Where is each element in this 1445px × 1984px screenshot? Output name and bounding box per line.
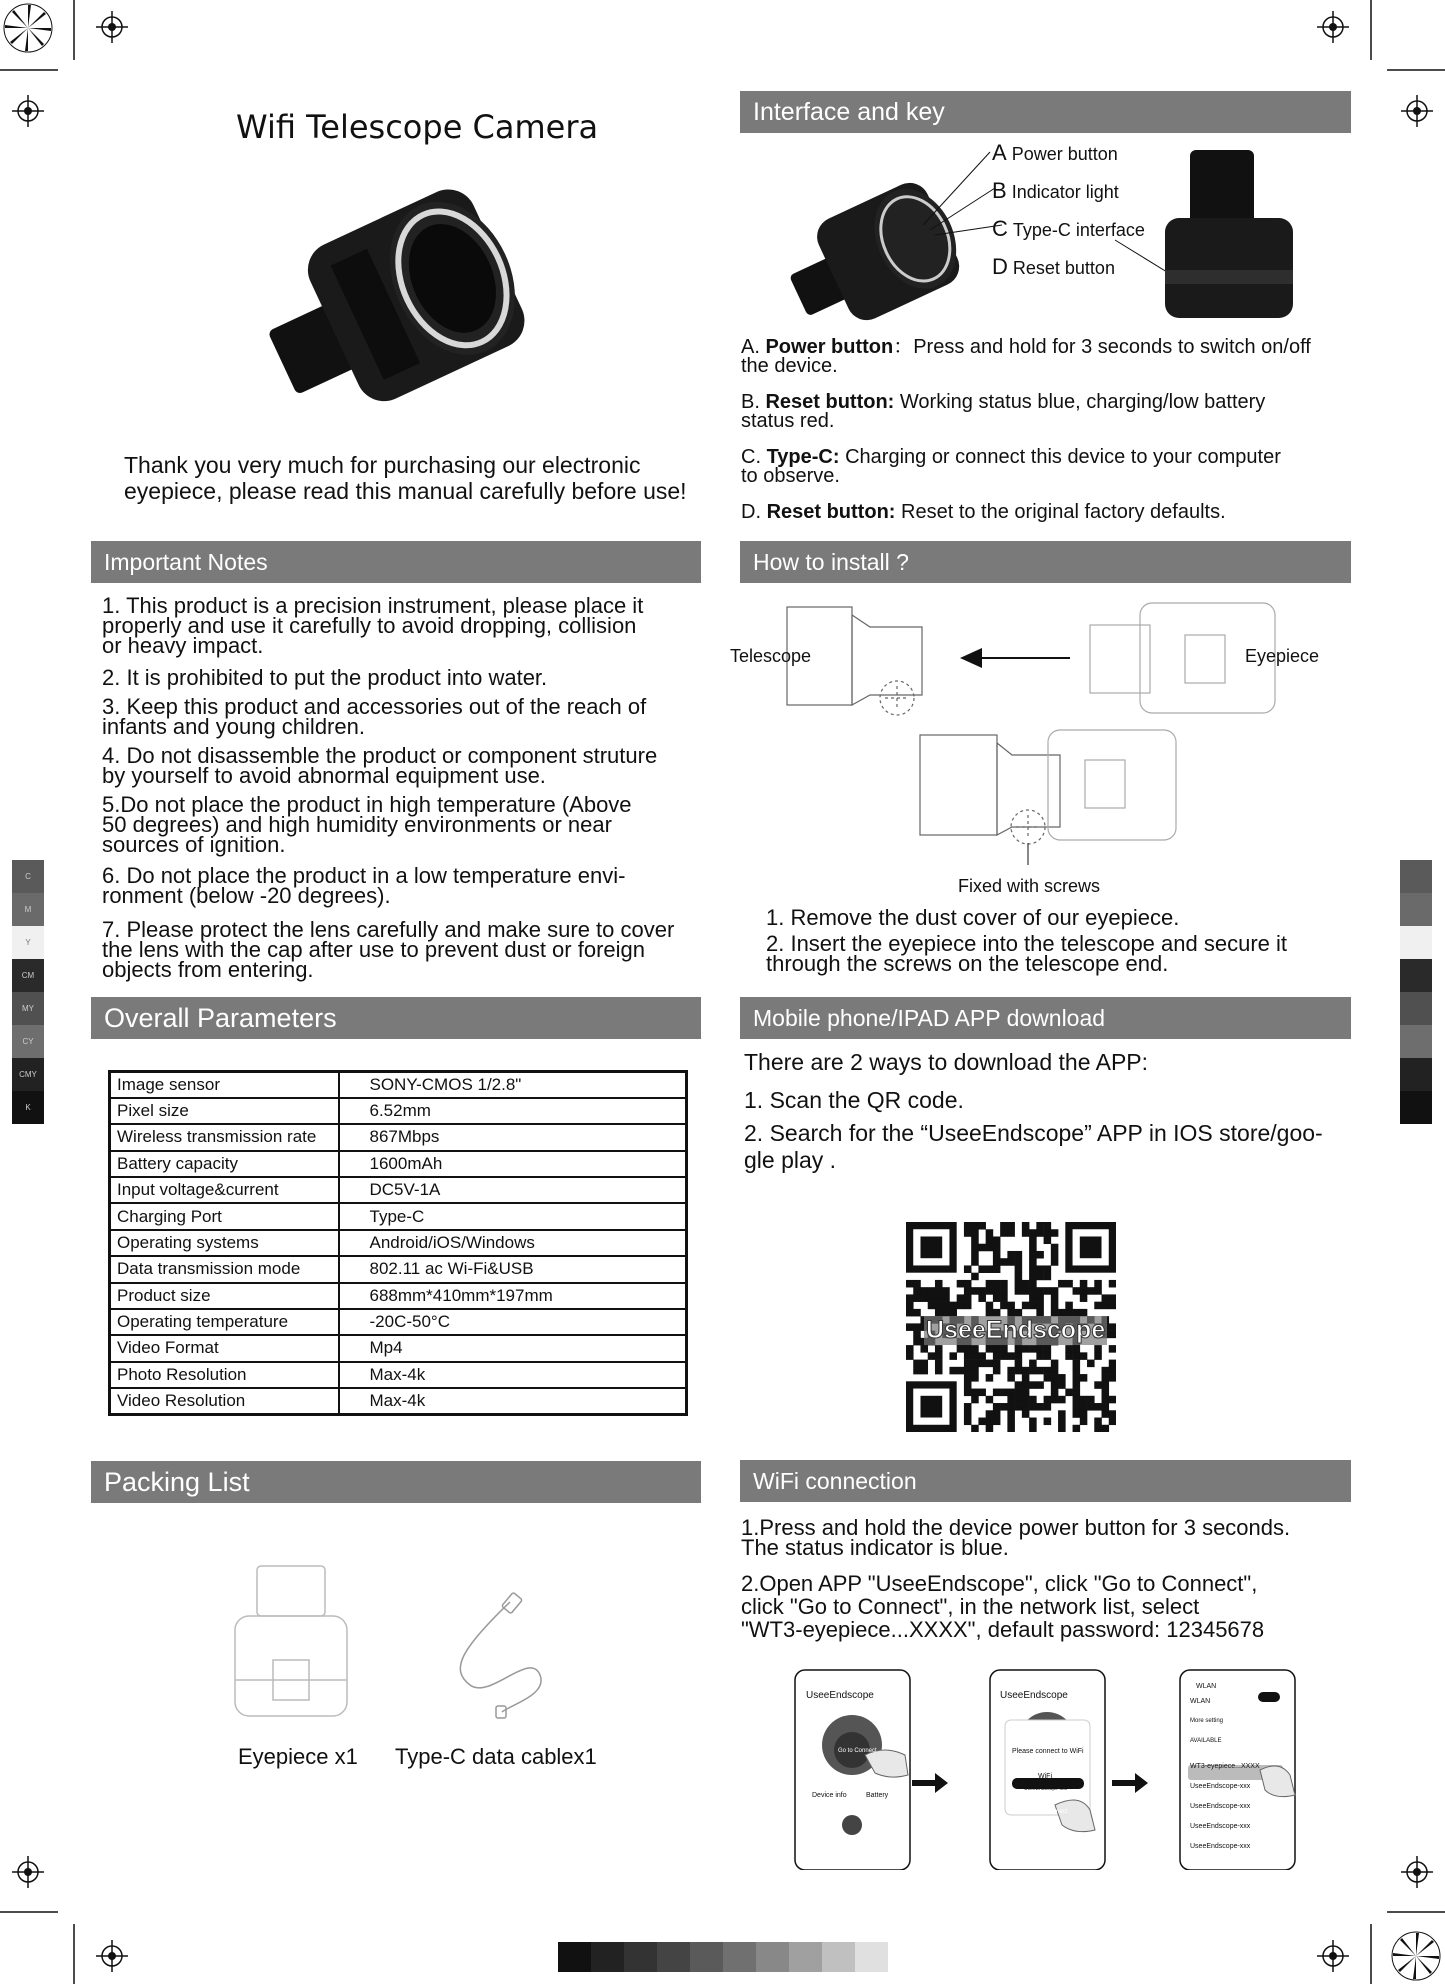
install-step-2b: through the screws on the telescope end.	[766, 951, 1169, 976]
thanks-line-2: eyepiece, please read this manual carefully before use!	[124, 478, 687, 504]
install-label-eyepiece: Eyepiece	[1245, 646, 1320, 666]
install-label-telescope: Telescope	[730, 646, 812, 666]
strip-label: MY	[12, 992, 44, 1025]
parameter-value: -20C-50°C	[339, 1309, 687, 1335]
callout-label: Power button	[1011, 144, 1118, 164]
phone2-ssid: UseeEndscope-xxx	[1024, 1786, 1068, 1792]
strip-label: Y	[12, 926, 44, 959]
section-header-interface: Interface and key	[740, 91, 1351, 133]
callout-letter: A	[992, 140, 1007, 165]
parameter-row	[110, 1309, 687, 1335]
parameter-name: Operating systems	[110, 1230, 339, 1256]
wifi-step-2b: click "Go to Connect", in the network list, select	[741, 1594, 1200, 1619]
parameter-row	[110, 1388, 687, 1415]
phone3-available: AVAILABLE	[1190, 1738, 1222, 1744]
parameter-name: Video Format	[110, 1335, 339, 1361]
phone2-app: UseeEndscope	[1000, 1690, 1068, 1701]
strip-label: CMY	[12, 1058, 44, 1091]
callout-letter: C	[992, 216, 1008, 241]
network-item[interactable]: UseeEndscope-xxx	[1190, 1803, 1251, 1810]
parameter-value: DC5V-1A	[339, 1177, 687, 1203]
left-color-strip	[12, 860, 44, 1124]
interface-description: B. Reset button: Working status blue, charging/low battery status red.	[741, 391, 1266, 432]
app-way-2b: gle play .	[744, 1147, 837, 1173]
parameter-name: Battery capacity	[110, 1151, 339, 1177]
callout-item	[992, 178, 1119, 204]
app-way-2a: 2. Search for the “UseeEndscope” APP in IOS store/goo-	[744, 1120, 1323, 1146]
note-5: 5.Do not place the product in high temperature (Above 50 degrees) and high humidity environments or near sources of ignition.	[102, 792, 632, 857]
parameter-row	[110, 1203, 687, 1229]
phone2-message: Please connect to WiFi	[1012, 1748, 1084, 1755]
parameter-row	[110, 1230, 687, 1256]
parameter-name: Product size	[110, 1283, 339, 1309]
packing-item-eyepiece: Eyepiece x1	[238, 1744, 358, 1769]
callout-letter: D	[992, 254, 1008, 279]
strip-label: CM	[12, 959, 44, 992]
packing-cable-image	[430, 1590, 560, 1720]
app-way-1: 1. Scan the QR code.	[744, 1087, 964, 1113]
phone3-back[interactable]: WLAN	[1196, 1683, 1217, 1690]
interface-description: C. Type-C: Charging or connect this device to your computer to observe.	[741, 446, 1281, 487]
parameter-name: Pixel size	[110, 1098, 339, 1124]
interface-description: A. Power button：Press and hold for 3 seconds to switch on/off the device.	[741, 336, 1311, 377]
note-2: 2. It is prohibited to put the product into water.	[102, 665, 548, 690]
parameter-row	[110, 1072, 687, 1098]
phone3-wlan: WLAN	[1190, 1698, 1211, 1705]
right-color-strip	[1400, 860, 1432, 1124]
wifi-step-1a: 1.Press and hold the device power button for 3 seconds.	[741, 1515, 1291, 1540]
callout-label: Indicator light	[1011, 182, 1119, 202]
callout-item	[992, 216, 1145, 242]
packing-item-cable: Type-C data cablex1	[395, 1744, 597, 1769]
parameter-value: Max-4k	[339, 1362, 687, 1388]
parameter-name: Charging Port	[110, 1203, 339, 1229]
phone1-button[interactable]: Go to Connect	[838, 1748, 877, 1754]
phone1-app: UseeEndscope	[806, 1690, 874, 1701]
app-intro: There are 2 ways to download the APP:	[744, 1049, 1149, 1075]
callout-letter: B	[992, 178, 1007, 203]
note-7: 7. Please protect the lens carefully and make sure to cover the lens with the cap after use to prevent dust or foreign objects from entering.	[102, 917, 675, 982]
parameter-row	[110, 1335, 687, 1361]
phone1-device-info: Device info	[812, 1792, 847, 1799]
phone2-button[interactable]: Go to connect	[1030, 1809, 1068, 1815]
phone2-wifi: WiFi	[1038, 1773, 1052, 1780]
network-item[interactable]: UseeEndscope-xxx	[1190, 1823, 1251, 1830]
parameter-value: 688mm*410mm*197mm	[339, 1283, 687, 1309]
note-6: 6. Do not place the product in a low temperature envi- ronment (below -20 degrees).	[102, 863, 626, 908]
packing-eyepiece-image	[225, 1560, 360, 1735]
parameter-row	[110, 1362, 687, 1388]
note-3: 3. Keep this product and accessories out of the reach of infants and young children.	[102, 694, 647, 739]
parameter-row	[110, 1283, 687, 1309]
parameters-table	[108, 1070, 688, 1416]
callout-label: Type-C interface	[1012, 220, 1145, 240]
qr-label: UseeEndscope	[926, 1316, 1106, 1344]
phone1-battery: Battery	[866, 1792, 889, 1799]
parameter-name: Input voltage&current	[110, 1177, 339, 1203]
page-title: Wifi Telescope Camera	[236, 108, 599, 146]
parameter-value: 1600mAh	[339, 1151, 687, 1177]
callout-item	[992, 254, 1115, 280]
parameter-row	[110, 1151, 687, 1177]
parameter-value: 6.52mm	[339, 1098, 687, 1124]
parameter-value: Type-C	[339, 1203, 687, 1229]
section-header-install: How to install ?	[740, 541, 1351, 583]
wifi-step-2c: "WT3-eyepiece...XXXX", default password: 12345678	[741, 1617, 1265, 1642]
install-step-2a: 2. Insert the eyepiece into the telescope and secure it	[766, 931, 1287, 956]
note-4: 4. Do not disassemble the product or component struture by yourself to avoid abnormal equipment use.	[102, 743, 658, 788]
parameter-value: Android/iOS/Windows	[339, 1230, 687, 1256]
parameter-name: Data transmission mode	[110, 1256, 339, 1282]
parameter-row	[110, 1177, 687, 1203]
thanks-line-1: Thank you very much for purchasing our electronic	[124, 452, 641, 478]
parameter-row	[110, 1124, 687, 1150]
parameter-value: Mp4	[339, 1335, 687, 1361]
network-item[interactable]: UseeEndscope-xxx	[1190, 1783, 1251, 1790]
interface-description: D. Reset button: Reset to the original factory defaults.	[741, 501, 1226, 523]
install-label-screws: Fixed with screws	[958, 876, 1101, 896]
callout-item	[992, 140, 1118, 166]
note-1: 1. This product is a precision instrument, please place it properly and use it carefully to avoid dropping, collision or heavy impact.	[102, 593, 644, 658]
network-item[interactable]: WT3-eyepiece...XXXX	[1190, 1763, 1260, 1770]
parameter-value: 802.11 ac Wi-Fi&USB	[339, 1256, 687, 1282]
eyepiece-product-image	[255, 175, 545, 415]
strip-label: C	[12, 860, 44, 893]
parameter-value: 867Mbps	[339, 1124, 687, 1150]
parameter-row	[110, 1098, 687, 1124]
wifi-step-1b: The status indicator is blue.	[741, 1535, 1009, 1560]
parameter-name: Image sensor	[110, 1072, 339, 1098]
parameter-value: Max-4k	[339, 1388, 687, 1415]
section-header-app-download: Mobile phone/IPAD APP download	[740, 997, 1351, 1039]
parameter-name: Video Resolution	[110, 1388, 339, 1415]
section-header-overall-parameters: Overall Parameters	[91, 997, 701, 1039]
callout-label: Reset button	[1012, 258, 1115, 278]
parameter-name: Operating temperature	[110, 1309, 339, 1335]
strip-label: M	[12, 893, 44, 926]
install-diagram	[730, 595, 1340, 865]
parameter-row	[110, 1256, 687, 1282]
section-header-wifi: WiFi connection	[740, 1460, 1351, 1502]
strip-label: CY	[12, 1025, 44, 1058]
parameter-value: SONY-CMOS 1/2.8"	[339, 1072, 687, 1098]
section-header-important-notes: Important Notes	[91, 541, 701, 583]
network-item[interactable]: UseeEndscope-xxx	[1190, 1843, 1251, 1850]
parameter-name: Wireless transmission rate	[110, 1124, 339, 1150]
strip-label: K	[12, 1091, 44, 1124]
phone3-more[interactable]: More setting	[1190, 1718, 1224, 1724]
parameter-name: Photo Resolution	[110, 1362, 339, 1388]
gray-swatches	[558, 1942, 888, 1972]
section-header-packing-list: Packing List	[91, 1461, 701, 1503]
install-step-1: 1. Remove the dust cover of our eyepiece.	[766, 905, 1180, 930]
wifi-step-2a: 2.Open APP "UseeEndscope", click "Go to Connect",	[741, 1571, 1258, 1596]
